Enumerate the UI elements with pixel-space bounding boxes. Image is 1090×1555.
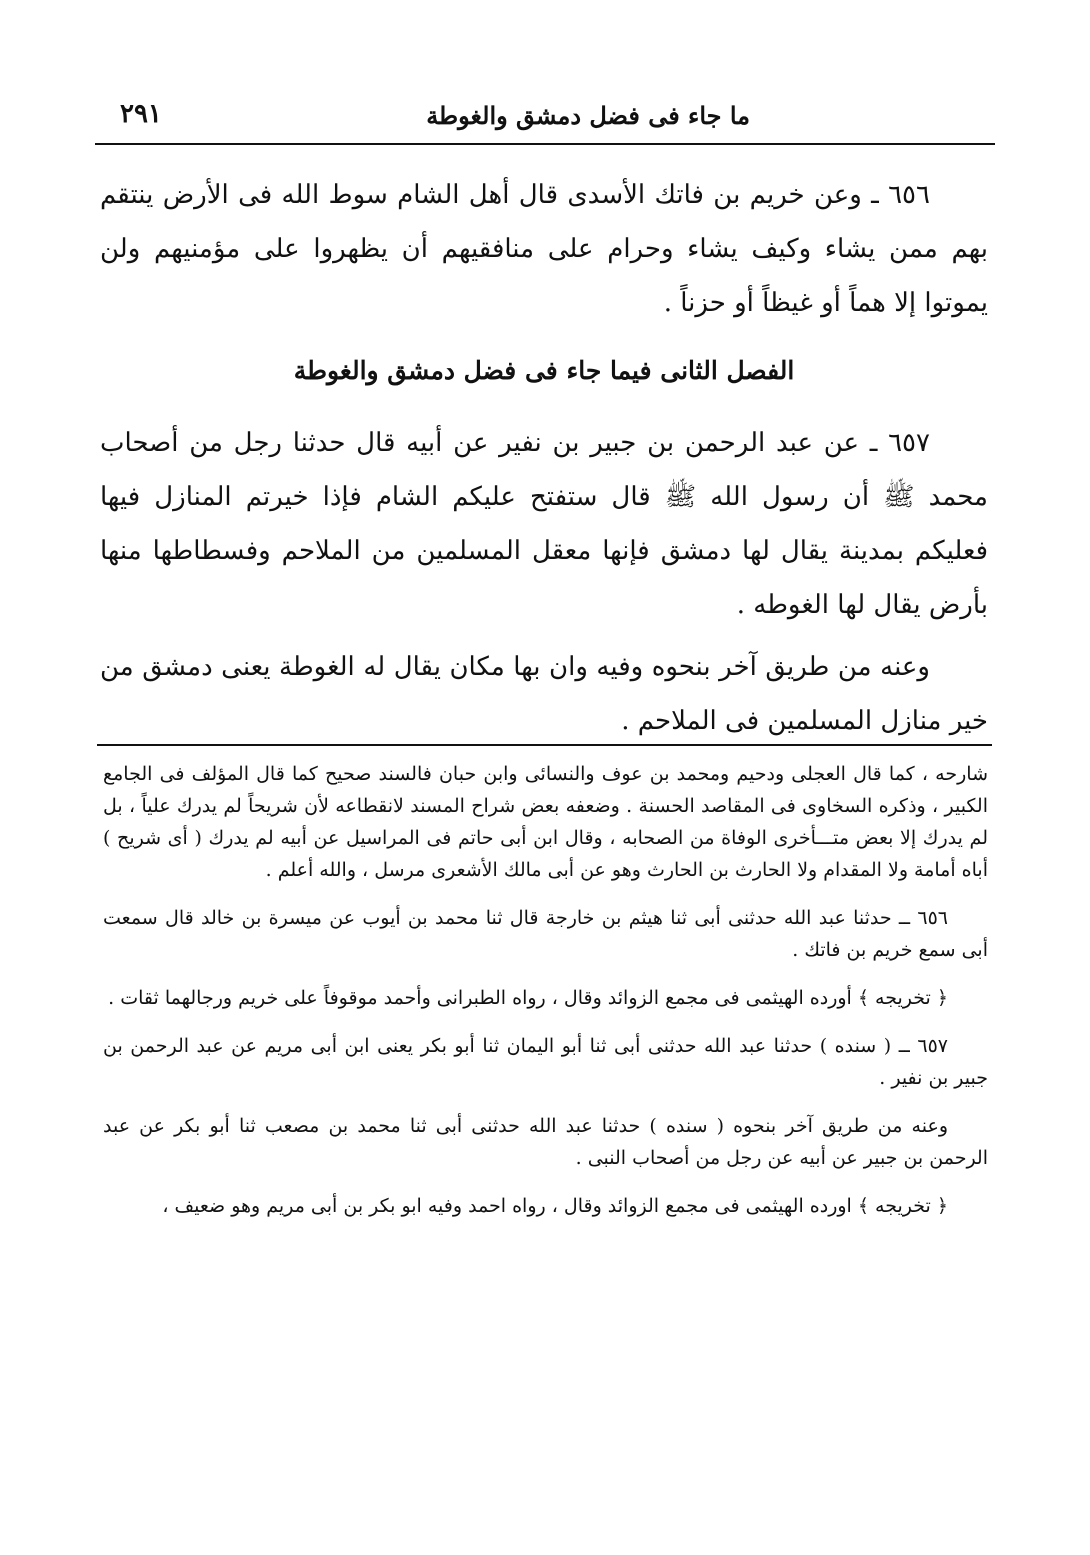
running-header — [95, 95, 995, 145]
footnote-takhrij-656: ﴿ تخريجه ﴾ أورده الهيثمى فى مجمع الزوائد وقال ، رواه الطبرانى وأحمد موقوفاً على خريم ورجالهما ثقات . — [108, 987, 948, 1009]
header-title: ما جاء فى فضل دمشق والغوطة — [426, 101, 750, 130]
footnote-chain-656: ٦٥٦ ــ حدثنا عبد الله حدثنى أبى ثنا هيثم بن خارجة قال ثنا محمد بن أيوب عن ميسرة بن خالد قال سمعت أبى سمع خريم بن فاتك . — [103, 907, 988, 961]
footnote-divider — [97, 744, 992, 746]
page-number: ٢٩١ — [120, 99, 162, 129]
section-title: الفصل الثانى فيما جاء فى فضل دمشق والغوطة — [293, 356, 795, 385]
hadith-657: ٦٥٧ ـ عن عبد الرحمن بن جبير بن نفير عن أبيه قال حدثنا رجل من أصحاب محمد ﷺ أن رسول الله ﷺ قال ستفتح عليكم الشام فإذا خيرتم المنازل فيها فعليكم بمدينة يقال لها دمشق فإنها معقل المسلمين من الملاحم وفسطاطها منها بأرض يقال لها الغوطه . — [100, 428, 988, 620]
hadith-656: ٦٥٦ ـ وعن خريم بن فاتك الأسدى قال أهل الشام سوط الله فى الأرض ينتقم بهم ممن يشاء وكيف يشاء وحرام على منافقيهم أن يظهروا على مؤمنيهم ولن يموتوا إلا هماً أو غيظاً أو حزناً . — [100, 180, 988, 318]
footnote-takhrij-657: ﴿ تخريجه ﴾ اورده الهيثمى فى مجمع الزوائد وقال ، رواه احمد وفيه ابو بكر بن أبى مريم وهو ضعيف ، — [162, 1195, 948, 1217]
footnotes — [103, 758, 988, 1238]
hadith-657-alternate-narration: وعنه من طريق آخر بنحوه وفيه وان بها مكان يقال له الغوطة يعنى دمشق من خير منازل المسلمين فى الملاحم . — [100, 652, 988, 736]
footnote-chain-657: ٦٥٧ ــ ( سنده ) حدثنا عبد الله حدثنى أبى ثنا أبو اليمان ثنا أبو بكر يعنى ابن أبى مريم عن عبد الرحمن بن جبير بن نفير . — [103, 1035, 988, 1089]
footnote-commentary: شارحه ، كما قال العجلى ودحيم ومحمد بن عوف والنسائى وابن حبان فالسند صحيح كما قال المؤلف فى الجامع الكبير ، وذكره السخاوى فى المقاصد الحسنة . وضعفه بعض شراح المسند لانقطاعه لأن شريحاً لم يدرك علياً ، بل لم يدرك إلا بعض متـــأخرى الوفاة من الصحابه ، وقال ابن أبى حاتم فى المراسيل عن أبيه لم يدرك ( أى شريح ) أباه أمامة ولا المقدام ولا الحارث بن الحارث وهو عن أبى مالك الأشعرى مرسل ، والله أعلم . — [103, 763, 988, 881]
main-text — [100, 168, 988, 748]
footnote-chain-657-alt: وعنه من طريق آخر بنحوه ( سنده ) حدثنا عبد الله حدثنى أبى ثنا محمد بن مصعب ثنا أبو بكر عن عبد الرحمن بن جبير عن أبيه عن رجل من أصحاب النبى . — [103, 1115, 988, 1169]
